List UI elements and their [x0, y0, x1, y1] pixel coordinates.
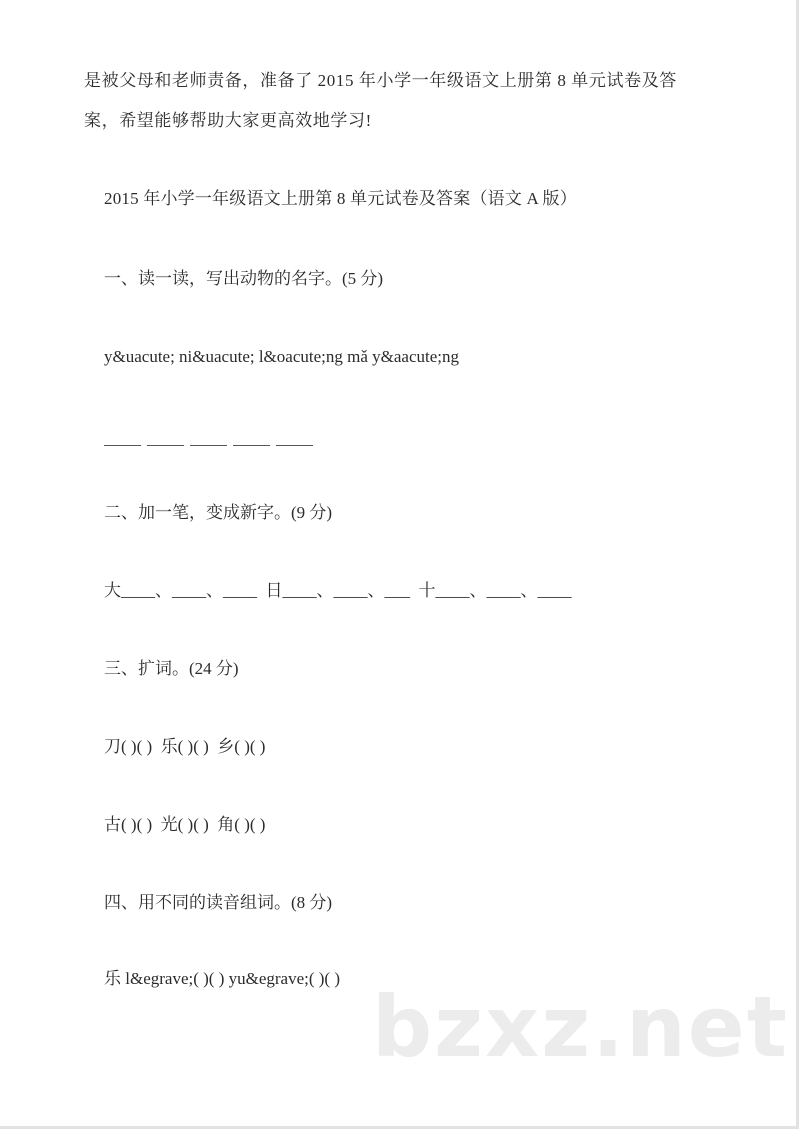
- section-4-heading: 四、用不同的读音组词。(8 分): [104, 893, 333, 912]
- answer-blank: [233, 444, 270, 446]
- watermark: bzxz.net: [372, 978, 789, 1076]
- intro-text-line-1: 是被父母和老师责备，准备了 2015 年小学一年级语文上册第 8 单元试卷及答: [84, 71, 677, 90]
- section-2-heading: 二、加一笔，变成新字。(9 分): [104, 503, 333, 522]
- section-1-pinyin: y&uacute; ni&uacute; l&oacute;ng mǎ y&aacute;ng: [104, 347, 459, 366]
- section-2-add-stroke-line: 大____、____、____ 日____、____、___ 十____、____、____: [104, 581, 572, 600]
- answer-blank: [190, 444, 227, 446]
- answer-blank: [104, 444, 141, 446]
- section-3-expand-words-line-2: 古( )( ) 光( )( ) 角( )( ): [104, 815, 266, 834]
- answer-blank: [147, 444, 184, 446]
- intro-text-line-2: 案，希望能够帮助大家更高效地学习!: [84, 111, 372, 130]
- section-3-expand-words-line-1: 刀( )( ) 乐( )( ) 乡( )( ): [104, 737, 266, 756]
- answer-blank: [276, 444, 313, 446]
- section-4-polyphone-line: 乐 l&egrave;( )( ) yu&egrave;( )( ): [104, 969, 340, 988]
- section-1-heading: 一、读一读，写出动物的名字。(5 分): [104, 269, 384, 288]
- section-3-heading: 三、扩词。(24 分): [104, 659, 239, 678]
- section-1-answer-blanks: [104, 426, 313, 446]
- document-title: 2015 年小学一年级语文上册第 8 单元试卷及答案（语文 A 版）: [104, 189, 577, 208]
